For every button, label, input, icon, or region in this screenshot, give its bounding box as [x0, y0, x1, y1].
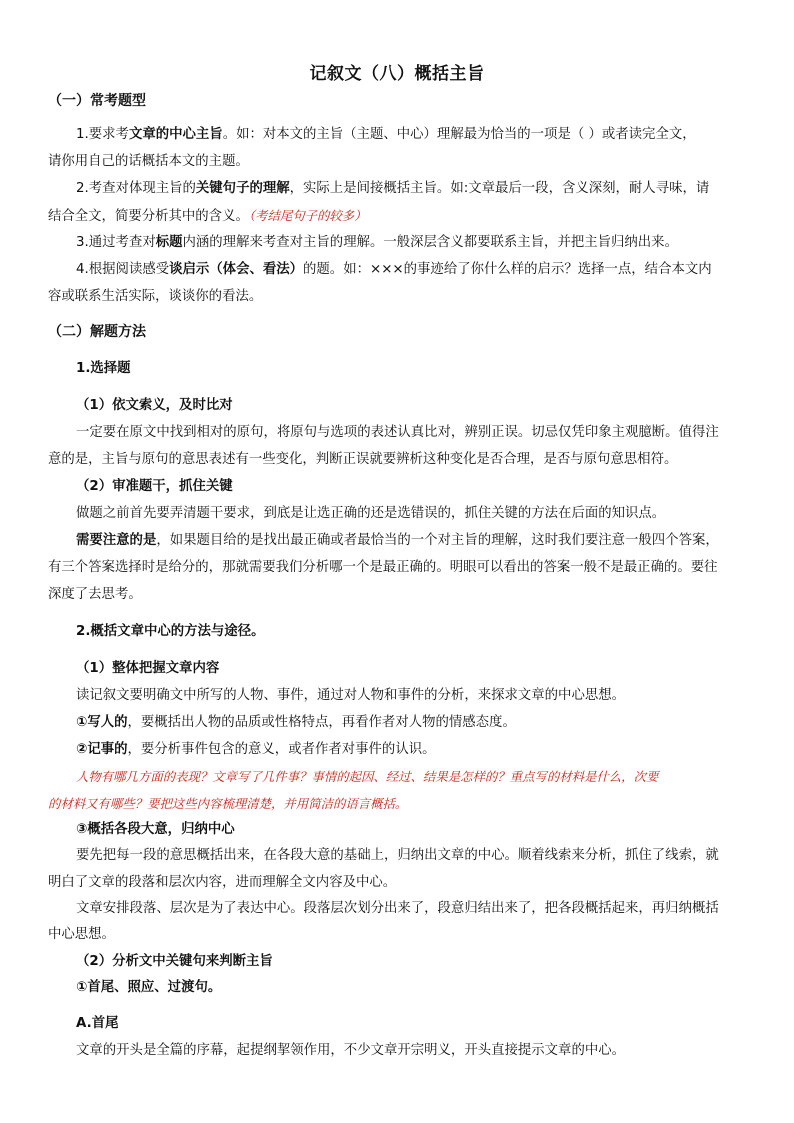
item-4-emphasis: 谈启示（体会、看法）: [169, 262, 304, 277]
method-2-heading: （2）审准题干，抓住关键: [76, 479, 233, 494]
paragraph-5: [76, 713, 516, 733]
item-4-line-1: [76, 260, 712, 280]
subheading-choice: 1.选择题: [76, 361, 131, 376]
section-heading-2: （二）解题方法: [48, 324, 146, 340]
paragraph-2: 做题之前首先要弄清题干要求，到底是让选正确的还是选错误的，抓住关键的方法在后面的知识点。: [76, 506, 666, 521]
item-2-emphasis: 关键句子的理解: [195, 181, 290, 196]
item-1-line-2: 请你用自己的话概括本文的主题。: [48, 154, 249, 169]
paragraph-9: 文章的开头是全篇的序幕，起提纲挈领作用，不少文章开宗明义，开头直接提示文章的中心。: [76, 1043, 626, 1058]
item-4-line-2: 容或联系生活实际，谈谈你的看法。: [48, 289, 263, 304]
paragraph-4: 读记叙文要明确文中所写的人物、事件，通过对人物和事件的分析，来探求文章的中心思想。: [76, 688, 626, 703]
paragraph-5-emphasis: ①写人的: [76, 715, 128, 730]
item-3-emphasis: 标题: [155, 235, 183, 250]
red-note-line-2: 的材料又有哪些？要把这些内容梳理清楚，并用简洁的语言概括。: [48, 796, 408, 811]
item-2-text-end: 结合全文，简要分析其中的含义。: [48, 209, 249, 224]
method-4-heading: ③概括各段大意，归纳中心: [76, 822, 235, 837]
item-3-text: 3.通过考查对: [76, 235, 156, 250]
method-5-heading: （2）分析文中关键句来判断主旨: [76, 954, 273, 969]
paragraph-3-line-1: [76, 531, 719, 551]
item-3-line: [76, 233, 678, 253]
page-title: 记叙文（八）概括主旨: [309, 64, 485, 84]
item-2-text: 2.考查对体现主旨的: [76, 181, 196, 196]
method-3-heading: （1）整体把握文章内容: [76, 661, 220, 676]
paragraph-7-line-2: 明白了文章的段落和层次内容，进而理解全文内容及中心。: [48, 875, 397, 890]
paragraph-3-line-2: 有三个答案选择时是给分的，那就需要我们分析哪一个是最正确的。明眼可以看出的答案一般不是最正确的。要往: [48, 560, 718, 575]
paragraph-7-line-1: 要先把每一段的意思概括出来，在各段大意的基础上，归纳出文章的中心。顺着线索来分析，抓住了线索，就: [76, 848, 719, 863]
item-3-text-cont: 内涵的理解来考查对主旨的理解。一般深层含义都要联系主旨，并把主旨归纳出来。: [182, 235, 678, 250]
item-2-text-cont: ，实际上是间接概括主旨。如:文章最后一段，含义深刻，耐人寻味，请: [289, 181, 710, 196]
method-1-heading: （1）依文索义，及时比对: [76, 398, 233, 413]
section-heading-1: （一）常考题型: [48, 93, 146, 109]
item-4-text: 4.根据阅读感受: [76, 262, 170, 277]
item-1-emphasis: 文章的中心主旨: [128, 127, 223, 142]
paragraph-6-emphasis: ②记事的: [76, 742, 128, 757]
paragraph-6: [76, 740, 436, 760]
paragraph-1-line-2: 意的是，主旨与原句的意思表述有一些变化，判断正误就要辨析这种变化是否合理，是否与原句意思相符。: [48, 452, 678, 467]
red-note-line-1: 人物有哪几方面的表现？文章写了几件事？事情的起因、经过、结果是怎样的？重点写的材料是什么，次要: [76, 769, 659, 784]
paragraph-3-emphasis: 需要注意的是: [76, 533, 157, 548]
subheading-methods: 2.概括文章中心的方法与途径。: [76, 624, 265, 639]
item-1-text-cont: 。如：对本文的主旨（主题、中心）理解最为恰当的一项是（ ）或者读完全文，: [222, 127, 696, 142]
item-2-line-1: [76, 179, 709, 199]
paragraph-3-text: ，如果题目给的是找出最正确或者最恰当的一个对主旨的理解，这时我们要注意一般四个答案，: [156, 533, 719, 548]
paragraph-1-line-1: 一定要在原文中找到相对的原句，将原句与选项的表述认真比对，辨别正误。切忌仅凭印象主观臆断。值得注: [76, 425, 719, 440]
paragraph-8-line-1: 文章安排段落、层次是为了表达中心。段落层次划分出来了，段意归结出来了，把各段概括起来，再归纳概括: [76, 901, 719, 916]
item-2-line-2: [48, 206, 367, 227]
paragraph-5-text: ，要概括出人物的品质或性格特点，再看作者对人物的情感态度。: [127, 715, 516, 730]
item-1-line-1: [76, 125, 696, 145]
subheading-a: A.首尾: [76, 1016, 119, 1031]
paragraph-3-line-3: 深度了去思考。: [48, 587, 142, 602]
paragraph-8-line-2: 中心思想。: [48, 927, 115, 942]
method-5-sub-1: ①首尾、照应、过渡句。: [76, 980, 222, 995]
item-1-text: 1.要求考: [76, 127, 129, 142]
paragraph-6-text: ，要分析事件包含的意义，或者作者对事件的认识。: [127, 742, 436, 757]
item-4-text-cont: 的题。如：×××的事迹给了你什么样的启示？选择一点，结合本文内: [303, 262, 712, 277]
item-2-note: （考结尾句子的较多）: [248, 208, 367, 223]
